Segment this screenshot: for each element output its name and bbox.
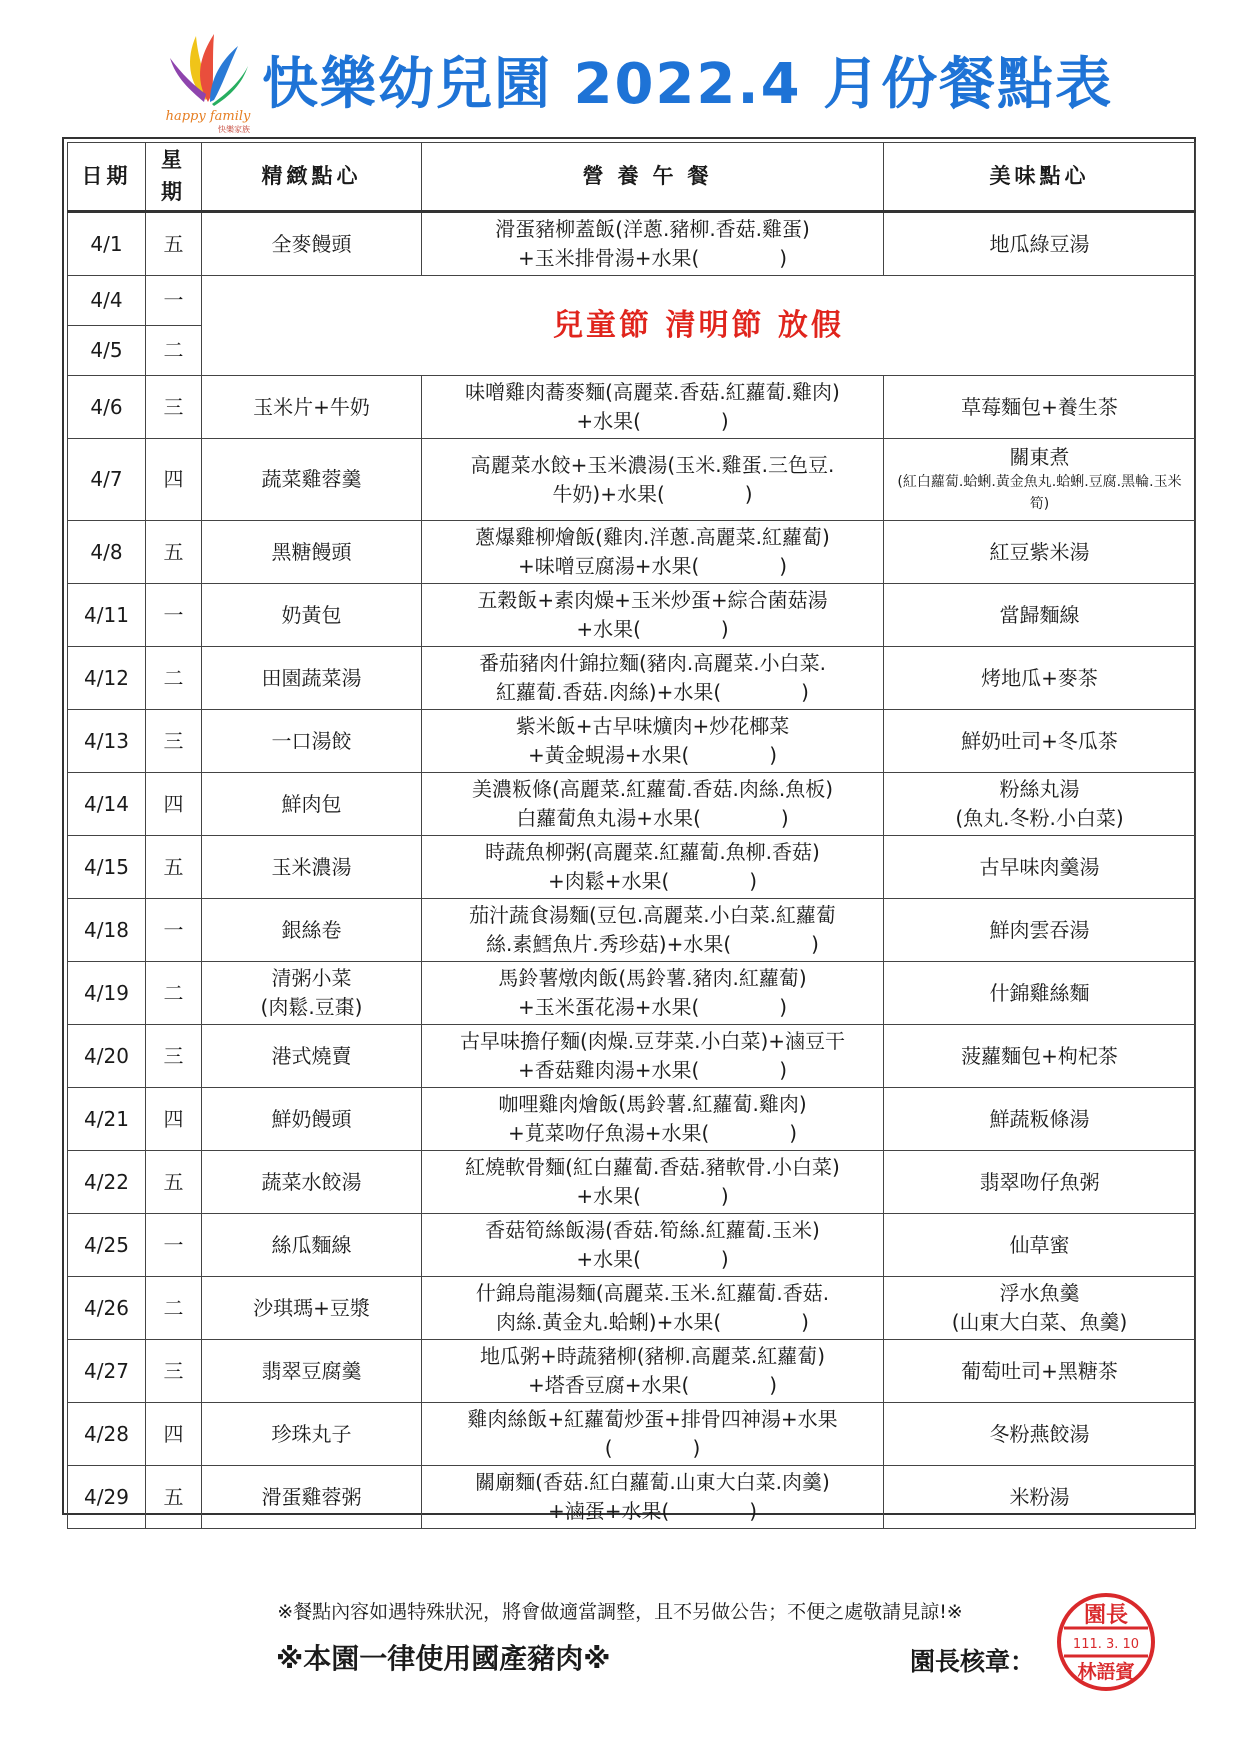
morning-snack-cell: 全麥饅頭 bbox=[202, 212, 422, 276]
lunch-cell: 紅燒軟骨麵(紅白蘿蔔.香菇.豬軟骨.小白菜) +水果( ) bbox=[422, 1151, 884, 1214]
weekday-cell: 五 bbox=[146, 1466, 202, 1529]
header-afternoon-snack: 美味點心 bbox=[884, 143, 1196, 212]
afternoon-snack-cell: 米粉湯 bbox=[884, 1466, 1196, 1529]
afternoon-snack-cell: 仙草蜜 bbox=[884, 1214, 1196, 1277]
lunch-cell: 紫米飯+古早味爌肉+炒花椰菜 +黃金蜆湯+水果( ) bbox=[422, 710, 884, 773]
table-row bbox=[68, 212, 1196, 276]
header-weekday: 星 期 bbox=[146, 143, 202, 212]
weekday-cell: 四 bbox=[146, 1403, 202, 1466]
table-row bbox=[68, 1403, 1196, 1466]
lunch-cell: 古早味擔仔麵(肉燥.豆芽菜.小白菜)+滷豆干 +香菇雞肉湯+水果( ) bbox=[422, 1025, 884, 1088]
morning-snack-cell: 鮮肉包 bbox=[202, 773, 422, 836]
afternoon-snack-cell: 古早味肉羹湯 bbox=[884, 836, 1196, 899]
morning-snack-cell: 滑蛋雞蓉粥 bbox=[202, 1466, 422, 1529]
morning-snack-cell: 鮮奶饅頭 bbox=[202, 1088, 422, 1151]
date-cell: 4/20 bbox=[68, 1025, 146, 1088]
weekday-cell: 五 bbox=[146, 836, 202, 899]
header-row bbox=[68, 143, 1196, 212]
date-cell: 4/12 bbox=[68, 647, 146, 710]
morning-snack-cell: 一口湯餃 bbox=[202, 710, 422, 773]
morning-snack-cell: 銀絲卷 bbox=[202, 899, 422, 962]
afternoon-snack-cell: 鮮奶吐司+冬瓜茶 bbox=[884, 710, 1196, 773]
weekday-cell: 四 bbox=[146, 439, 202, 521]
table-row bbox=[68, 773, 1196, 836]
afternoon-snack-cell: 地瓜綠豆湯 bbox=[884, 212, 1196, 276]
lunch-cell: 地瓜粥+時蔬豬柳(豬柳.高麗菜.紅蘿蔔) +塔香豆腐+水果( ) bbox=[422, 1340, 884, 1403]
afternoon-snack-cell: 浮水魚羹 (山東大白菜、魚羹) bbox=[884, 1277, 1196, 1340]
date-cell: 4/29 bbox=[68, 1466, 146, 1529]
morning-snack-cell: 田園蔬菜湯 bbox=[202, 647, 422, 710]
afternoon-snack-cell: 鮮肉雲吞湯 bbox=[884, 899, 1196, 962]
approval-label: 園長核章： bbox=[910, 1647, 1036, 1676]
morning-snack-cell: 沙琪瑪+豆漿 bbox=[202, 1277, 422, 1340]
table-row bbox=[68, 1088, 1196, 1151]
table-row bbox=[68, 962, 1196, 1025]
date-cell: 4/8 bbox=[68, 521, 146, 584]
lunch-cell: 美濃粄條(高麗菜.紅蘿蔔.香菇.肉絲.魚板) 白蘿蔔魚丸湯+水果( ) bbox=[422, 773, 884, 836]
afternoon-snack-cell: 什錦雞絲麵 bbox=[884, 962, 1196, 1025]
table-row bbox=[68, 836, 1196, 899]
lunch-cell: 茄汁蔬食湯麵(豆包.高麗菜.小白菜.紅蘿蔔 絲.素鱈魚片.秀珍菇)+水果( ) bbox=[422, 899, 884, 962]
date-cell: 4/13 bbox=[68, 710, 146, 773]
weekday-cell: 一 bbox=[146, 276, 202, 326]
table-row bbox=[68, 1025, 1196, 1088]
date-cell: 4/4 bbox=[68, 276, 146, 326]
afternoon-snack-cell: 烤地瓜+麥茶 bbox=[884, 647, 1196, 710]
table-row bbox=[68, 584, 1196, 647]
weekday-cell: 五 bbox=[146, 521, 202, 584]
date-cell: 4/28 bbox=[68, 1403, 146, 1466]
header bbox=[0, 0, 1240, 135]
afternoon-snack-cell: 當歸麵線 bbox=[884, 584, 1196, 647]
svg-text:happy family: happy family bbox=[165, 109, 251, 124]
lunch-cell: 馬鈴薯燉肉飯(馬鈴薯.豬肉.紅蘿蔔) +玉米蛋花湯+水果( ) bbox=[422, 962, 884, 1025]
weekday-cell: 三 bbox=[146, 376, 202, 439]
menu-table bbox=[67, 142, 1196, 1529]
weekday-cell: 二 bbox=[146, 326, 202, 376]
date-cell: 4/1 bbox=[68, 212, 146, 276]
afternoon-snack-cell: 粉絲丸湯 (魚丸.冬粉.小白菜) bbox=[884, 773, 1196, 836]
lunch-cell: 咖哩雞肉燴飯(馬鈴薯.紅蘿蔔.雞肉) +莧菜吻仔魚湯+水果( ) bbox=[422, 1088, 884, 1151]
footer-note: ※餐點內容如遇特殊狀況，將會做適當調整，且不另做公告；不便之處敬請見諒!※ bbox=[277, 1601, 963, 1623]
afternoon-snack-cell: 菠蘿麵包+枸杞茶 bbox=[884, 1025, 1196, 1088]
date-cell: 4/5 bbox=[68, 326, 146, 376]
morning-snack-cell: 絲瓜麵線 bbox=[202, 1214, 422, 1277]
date-cell: 4/7 bbox=[68, 439, 146, 521]
holiday-row bbox=[68, 276, 1196, 326]
weekday-cell: 四 bbox=[146, 773, 202, 836]
afternoon-snack-cell: 草莓麵包+養生茶 bbox=[884, 376, 1196, 439]
date-cell: 4/26 bbox=[68, 1277, 146, 1340]
weekday-cell: 五 bbox=[146, 1151, 202, 1214]
lunch-cell: 蔥爆雞柳燴飯(雞肉.洋蔥.高麗菜.紅蘿蔔) +味噌豆腐湯+水果( ) bbox=[422, 521, 884, 584]
table-row bbox=[68, 1340, 1196, 1403]
header-lunch: 營養午餐 bbox=[422, 143, 884, 212]
table-row bbox=[68, 1277, 1196, 1340]
table-row bbox=[68, 1214, 1196, 1277]
date-cell: 4/11 bbox=[68, 584, 146, 647]
lunch-cell: 雞肉絲飯+紅蘿蔔炒蛋+排骨四神湯+水果 ( ) bbox=[422, 1403, 884, 1466]
lunch-cell: 滑蛋豬柳蓋飯(洋蔥.豬柳.香菇.雞蛋) +玉米排骨湯+水果( ) bbox=[422, 212, 884, 276]
lunch-cell: 關廟麵(香菇.紅白蘿蔔.山東大白菜.肉羹) +滷蛋+水果( ) bbox=[422, 1466, 884, 1529]
lunch-cell: 時蔬魚柳粥(高麗菜.紅蘿蔔.魚柳.香菇) +肉鬆+水果( ) bbox=[422, 836, 884, 899]
table-row bbox=[68, 899, 1196, 962]
lunch-cell: 香菇筍絲飯湯(香菇.筍絲.紅蘿蔔.玉米) +水果( ) bbox=[422, 1214, 884, 1277]
weekday-cell: 二 bbox=[146, 1277, 202, 1340]
afternoon-snack-note: (紅白蘿蔔.蛤蜊.黃金魚丸.蛤蜊.豆腐.黑輪.玉米筍) bbox=[897, 474, 1182, 512]
lunch-cell: 五穀飯+素肉燥+玉米炒蛋+綜合菌菇湯 +水果( ) bbox=[422, 584, 884, 647]
weekday-cell: 二 bbox=[146, 647, 202, 710]
weekday-cell: 二 bbox=[146, 962, 202, 1025]
table-row bbox=[68, 1151, 1196, 1214]
page-title: 快樂幼兒園 2022.4 月份餐點表 bbox=[262, 52, 1114, 117]
flame-logo-icon bbox=[148, 28, 268, 138]
menu-body bbox=[68, 212, 1196, 1529]
date-cell: 4/22 bbox=[68, 1151, 146, 1214]
lunch-cell: 番茄豬肉什錦拉麵(豬肉.高麗菜.小白菜. 紅蘿蔔.香菇.肉絲)+水果( ) bbox=[422, 647, 884, 710]
table-row bbox=[68, 710, 1196, 773]
afternoon-snack-cell: 翡翠吻仔魚粥 bbox=[884, 1151, 1196, 1214]
weekday-cell: 五 bbox=[146, 212, 202, 276]
lunch-cell: 味噌雞肉蕎麥麵(高麗菜.香菇.紅蘿蔔.雞肉) +水果( ) bbox=[422, 376, 884, 439]
morning-snack-cell: 翡翠豆腐羹 bbox=[202, 1340, 422, 1403]
date-cell: 4/25 bbox=[68, 1214, 146, 1277]
lunch-cell: 什錦烏龍湯麵(高麗菜.玉米.紅蘿蔔.香菇. 肉絲.黃金丸.蛤蜊)+水果( ) bbox=[422, 1277, 884, 1340]
table-row bbox=[68, 376, 1196, 439]
pork-notice: ※本園一律使用國產豬肉※ bbox=[276, 1642, 611, 1675]
morning-snack-cell: 清粥小菜 (肉鬆.豆棗) bbox=[202, 962, 422, 1025]
morning-snack-cell: 奶黃包 bbox=[202, 584, 422, 647]
afternoon-snack-cell: 冬粉燕餃湯 bbox=[884, 1403, 1196, 1466]
morning-snack-cell: 玉米片+牛奶 bbox=[202, 376, 422, 439]
svg-text:快樂家族: 快樂家族 bbox=[218, 125, 250, 134]
morning-snack-cell: 蔬菜水餃湯 bbox=[202, 1151, 422, 1214]
afternoon-snack-cell: 關東煮 (紅白蘿蔔.蛤蜊.黃金魚丸.蛤蜊.豆腐.黑輪.玉米筍) bbox=[884, 439, 1196, 521]
weekday-cell: 三 bbox=[146, 1340, 202, 1403]
afternoon-snack-cell: 葡萄吐司+黑糖茶 bbox=[884, 1340, 1196, 1403]
weekday-cell: 三 bbox=[146, 1025, 202, 1088]
director-seal-stamp bbox=[1054, 1590, 1158, 1694]
afternoon-snack-cell: 鮮蔬粄條湯 bbox=[884, 1088, 1196, 1151]
weekday-cell: 四 bbox=[146, 1088, 202, 1151]
table-row bbox=[68, 1466, 1196, 1529]
morning-snack-cell: 珍珠丸子 bbox=[202, 1403, 422, 1466]
morning-snack-cell: 黑糖饅頭 bbox=[202, 521, 422, 584]
weekday-cell: 一 bbox=[146, 584, 202, 647]
svg-text:111. 3. 10: 111. 3. 10 bbox=[1072, 1637, 1140, 1652]
svg-text:園長: 園長 bbox=[1083, 1602, 1129, 1628]
date-cell: 4/15 bbox=[68, 836, 146, 899]
date-cell: 4/6 bbox=[68, 376, 146, 439]
morning-snack-cell: 港式燒賣 bbox=[202, 1025, 422, 1088]
morning-snack-cell: 蔬菜雞蓉羹 bbox=[202, 439, 422, 521]
header-date: 日期 bbox=[68, 143, 146, 212]
date-cell: 4/19 bbox=[68, 962, 146, 1025]
header-morning-snack: 精緻點心 bbox=[202, 143, 422, 212]
date-cell: 4/27 bbox=[68, 1340, 146, 1403]
holiday-notice bbox=[202, 276, 1196, 376]
weekday-cell: 一 bbox=[146, 899, 202, 962]
weekday-cell: 一 bbox=[146, 1214, 202, 1277]
table-row bbox=[68, 521, 1196, 584]
date-cell: 4/21 bbox=[68, 1088, 146, 1151]
table-row bbox=[68, 439, 1196, 521]
lunch-cell: 高麗菜水餃+玉米濃湯(玉米.雞蛋.三色豆. 牛奶)+水果( ) bbox=[422, 439, 884, 521]
holiday-label: 兒童節 清明節 放假 bbox=[553, 307, 844, 343]
menu-table-frame bbox=[62, 137, 1196, 1523]
afternoon-snack-cell: 紅豆紫米湯 bbox=[884, 521, 1196, 584]
date-cell: 4/18 bbox=[68, 899, 146, 962]
morning-snack-cell: 玉米濃湯 bbox=[202, 836, 422, 899]
weekday-cell: 三 bbox=[146, 710, 202, 773]
svg-text:林語賓: 林語賓 bbox=[1077, 1661, 1135, 1683]
date-cell: 4/14 bbox=[68, 773, 146, 836]
table-row bbox=[68, 647, 1196, 710]
